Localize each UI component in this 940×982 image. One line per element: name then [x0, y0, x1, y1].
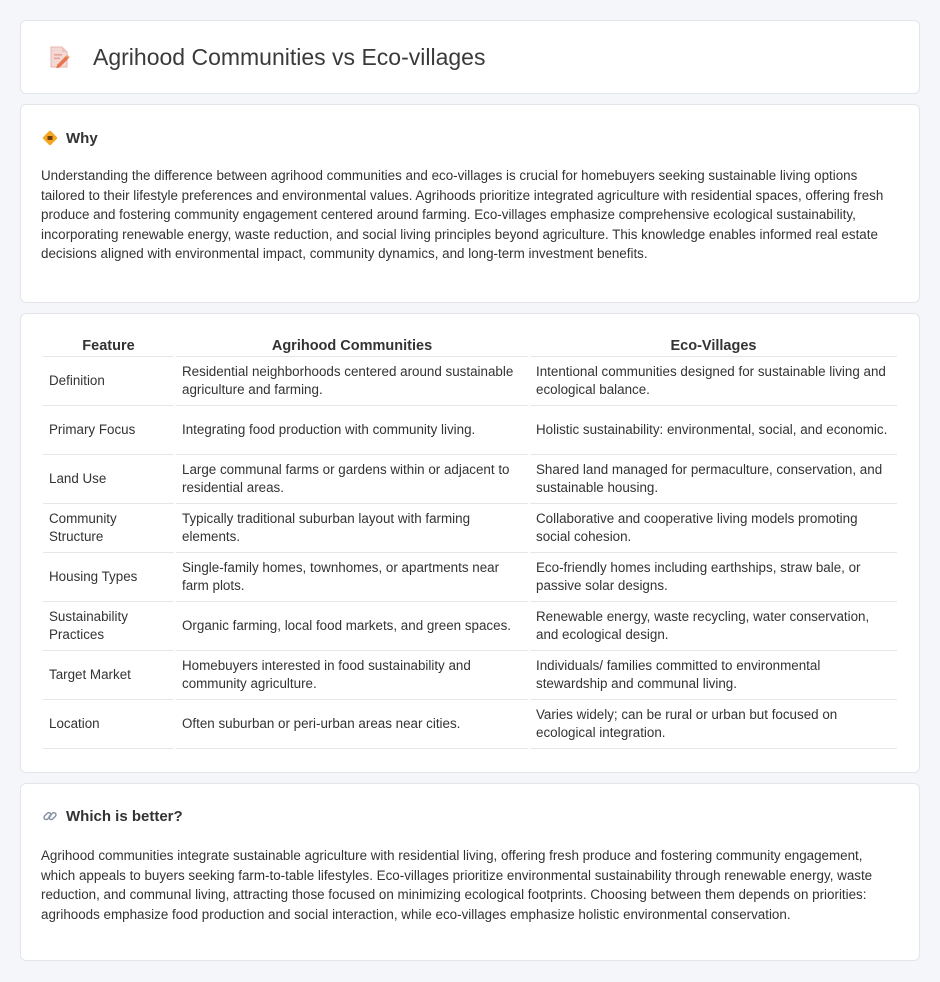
- why-section: [20, 104, 920, 303]
- which-is-better-section: [20, 783, 920, 961]
- better-heading: [41, 807, 899, 825]
- comparison-table: [41, 334, 899, 749]
- page-title: Agrihood Communities vs Eco-villages: [93, 43, 486, 70]
- comparison-table-card: [20, 313, 920, 773]
- table-row: [43, 602, 897, 651]
- link-icon: [41, 807, 59, 825]
- table-row: [43, 406, 897, 455]
- document-pencil-icon: [45, 43, 73, 71]
- header-eco-villages: Eco-Villages: [530, 334, 897, 357]
- eco-village-cell: Eco-friendly homes including earthships, straw bale, or passive solar designs.: [530, 553, 897, 602]
- better-text: Agrihood communities integrate sustainable agriculture with residential living, offering fresh produce and fostering community engagement, which appeals to buyers seeking farm-to-table lifestyles. Eco-villages prioritize environmental sustainability through renewable energy, waste reduction, and communal living, attracting those focused on minimizing ecological footprints. Choosing between them depends on priorities: agrihoods emphasize food production and social interaction, while eco-villages emphasize holistic environmental conservation.: [41, 848, 873, 922]
- eco-village-cell: Holistic sustainability: environmental, social, and economic.: [530, 406, 897, 455]
- agrihood-cell: Often suburban or peri-urban areas near cities.: [176, 700, 528, 749]
- why-heading: [41, 129, 899, 147]
- feature-cell: Sustainability Practices: [43, 602, 174, 651]
- why-text: Understanding the difference between agrihood communities and eco-villages is crucial for homebuyers seeking sustainable living options tailored to their lifestyle preferences and environmental values. Agrihoods prioritize integrated agriculture with residential spaces, offering fresh produce and fostering community engagement centered around farming. Eco-villages emphasize comprehensive ecological sustainability, incorporating renewable energy, waste reduction, and social living principles beyond agriculture. This knowledge enables informed real estate decisions aligned with environmental impact, community dynamics, and long-term investment benefits.: [41, 168, 884, 261]
- table-row: [43, 700, 897, 749]
- feature-cell: Definition: [43, 357, 174, 406]
- table-row: [43, 651, 897, 700]
- table-row: [43, 357, 897, 406]
- agrihood-cell: Organic farming, local food markets, and green spaces.: [176, 602, 528, 651]
- table-header-row: [43, 334, 897, 357]
- eco-village-cell: Renewable energy, waste recycling, water conservation, and ecological design.: [530, 602, 897, 651]
- diamond-sign-icon: [41, 129, 59, 147]
- agrihood-cell: Typically traditional suburban layout with farming elements.: [176, 504, 528, 553]
- eco-village-cell: Varies widely; can be rural or urban but focused on ecological integration.: [530, 700, 897, 749]
- title-card: [20, 20, 920, 94]
- better-heading-label: Which is better?: [66, 807, 183, 825]
- agrihood-cell: Large communal farms or gardens within or adjacent to residential areas.: [176, 455, 528, 504]
- agrihood-cell: Residential neighborhoods centered around sustainable agriculture and farming.: [176, 357, 528, 406]
- table-row: [43, 553, 897, 602]
- agrihood-cell: Homebuyers interested in food sustainability and community agriculture.: [176, 651, 528, 700]
- eco-village-cell: Shared land managed for permaculture, conservation, and sustainable housing.: [530, 455, 897, 504]
- feature-cell: Housing Types: [43, 553, 174, 602]
- feature-cell: Primary Focus: [43, 406, 174, 455]
- feature-cell: Land Use: [43, 455, 174, 504]
- eco-village-cell: Collaborative and cooperative living models promoting social cohesion.: [530, 504, 897, 553]
- eco-village-cell: Individuals/ families committed to environmental stewardship and communal living.: [530, 651, 897, 700]
- feature-cell: Target Market: [43, 651, 174, 700]
- table-row: [43, 504, 897, 553]
- why-heading-label: Why: [66, 129, 98, 147]
- agrihood-cell: Single-family homes, townhomes, or apartments near farm plots.: [176, 553, 528, 602]
- feature-cell: Community Structure: [43, 504, 174, 553]
- agrihood-cell: Integrating food production with community living.: [176, 406, 528, 455]
- header-feature: Feature: [43, 334, 174, 357]
- eco-village-cell: Intentional communities designed for sustainable living and ecological balance.: [530, 357, 897, 406]
- feature-cell: Location: [43, 700, 174, 749]
- header-agrihood: Agrihood Communities: [176, 334, 528, 357]
- table-row: [43, 455, 897, 504]
